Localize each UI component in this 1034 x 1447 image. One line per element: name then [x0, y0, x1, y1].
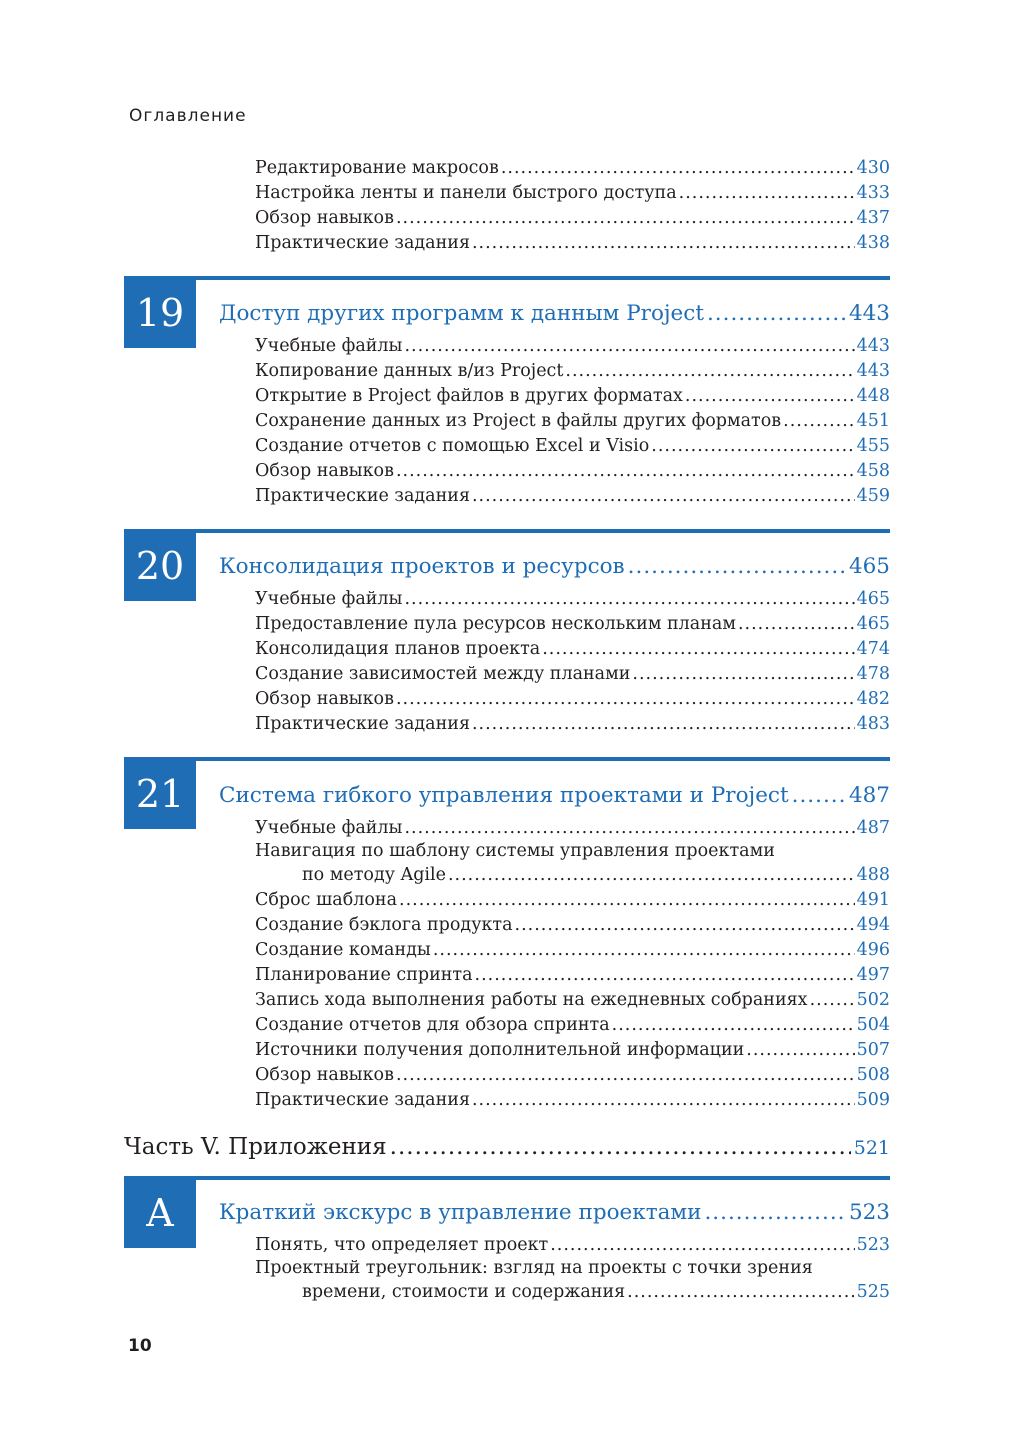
chapter-title-text: Доступ других программ к данным Project — [219, 301, 704, 326]
toc-entry-title: Практические задания — [255, 233, 470, 253]
toc-entry[interactable] — [255, 484, 890, 509]
chapter-rule — [124, 1176, 890, 1180]
toc-entry-page: 482 — [856, 689, 890, 709]
toc-entry[interactable] — [255, 612, 890, 637]
toc-entry[interactable] — [255, 156, 890, 181]
leader-dots — [433, 938, 855, 963]
toc-entry-title: Создание зависимостей между планами — [255, 664, 631, 684]
toc-entry-page: 525 — [856, 1282, 890, 1302]
chapter-number-box: 19 — [124, 278, 196, 348]
leader-dots — [472, 231, 855, 256]
toc-entry[interactable] — [255, 181, 890, 206]
leader-dots — [404, 334, 854, 359]
toc-entry-page: 496 — [856, 940, 890, 960]
leader-dots — [651, 434, 854, 459]
leader-dots — [565, 359, 854, 384]
toc-entry-title: Сохранение данных из Project в файлы других форматов — [255, 411, 782, 431]
toc-entry-page: 507 — [856, 1040, 890, 1060]
chapter-page: 465 — [848, 554, 890, 579]
toc-entry-page: 488 — [856, 865, 890, 885]
leader-dots — [396, 687, 855, 712]
leader-dots — [475, 963, 855, 988]
leader-dots — [550, 1233, 854, 1258]
toc-entry[interactable] — [255, 1233, 890, 1258]
toc-entry[interactable] — [302, 863, 890, 888]
leader-dots — [792, 781, 846, 811]
toc-entry-title: Создание отчетов с помощью Excel и Visio — [255, 436, 650, 456]
toc-entry-title-line1[interactable]: Проектный треугольник: взгляд на проекты с точки зрения — [255, 1258, 813, 1278]
part-page: 521 — [853, 1137, 890, 1159]
leader-dots — [679, 181, 855, 206]
toc-entry-title: Копирование данных в/из Project — [255, 361, 564, 381]
toc-entry-page: 523 — [856, 1235, 890, 1255]
chapter-number-box: A — [124, 1178, 196, 1248]
toc-entry[interactable] — [255, 384, 890, 409]
toc-entry-title: Обзор навыков — [255, 1065, 394, 1085]
chapter-title-text: Система гибкого управления проектами и Project — [219, 783, 789, 808]
leader-dots — [396, 1063, 855, 1088]
toc-entry-title: Источники получения дополнительной информации — [255, 1040, 745, 1060]
toc-entry-page: 438 — [856, 233, 890, 253]
toc-entry[interactable] — [255, 963, 890, 988]
chapter-title[interactable] — [219, 781, 890, 811]
chapter-number-box: 20 — [124, 531, 196, 601]
toc-entry-title: Сброс шаблона — [255, 890, 398, 910]
toc-entry-page: 465 — [856, 614, 890, 634]
toc-entry-title-line1[interactable]: Навигация по шаблону системы управления проектами — [255, 841, 775, 861]
chapter-title[interactable] — [219, 1198, 890, 1228]
toc-entry-page: 478 — [856, 664, 890, 684]
toc-entry-title: Открытие в Project файлов в других форматах — [255, 386, 683, 406]
leader-dots — [448, 863, 855, 888]
leader-dots — [685, 384, 855, 409]
toc-entry-title: Редактирование макросов — [255, 158, 499, 178]
toc-entry[interactable] — [255, 637, 890, 662]
toc-entry-page: 443 — [856, 361, 890, 381]
toc-entry-title: Учебные файлы — [255, 336, 403, 356]
leader-dots — [707, 299, 846, 329]
chapter-title-text: Консолидация проектов и ресурсов — [219, 554, 625, 579]
toc-entry-page: 437 — [856, 208, 890, 228]
toc-entry-title: Запись хода выполнения работы на ежедневных собраниях — [255, 990, 808, 1010]
toc-entry-page: 448 — [856, 386, 890, 406]
chapter-rule — [124, 529, 890, 533]
toc-entry[interactable] — [255, 587, 890, 612]
chapter-title[interactable] — [219, 299, 890, 329]
toc-entry[interactable] — [255, 1088, 890, 1113]
toc-entry-title: Понять, что определяет проект — [255, 1235, 549, 1255]
toc-entry-page: 509 — [856, 1090, 890, 1110]
page-number: 10 — [128, 1336, 152, 1356]
toc-entry[interactable] — [255, 206, 890, 231]
toc-entry-title: Практические задания — [255, 714, 470, 734]
toc-entry-title: Практические задания — [255, 1090, 470, 1110]
toc-entry-page: 497 — [856, 965, 890, 985]
chapter-rule — [124, 757, 890, 761]
chapter-rule — [124, 276, 890, 280]
toc-entry[interactable] — [255, 334, 890, 359]
toc-entry-title: Обзор навыков — [255, 461, 394, 481]
toc-entry-title: Обзор навыков — [255, 689, 394, 709]
chapter-number-box: 21 — [124, 759, 196, 829]
leader-dots — [404, 587, 854, 612]
toc-entry-title: Создание бэклога продукта — [255, 915, 513, 935]
chapter-page: 523 — [848, 1200, 890, 1225]
toc-entry[interactable] — [255, 1063, 890, 1088]
chapter-title-text: Краткий экскурс в управление проектами — [219, 1200, 702, 1225]
toc-entry-title: Создание отчетов для обзора спринта — [255, 1015, 610, 1035]
leader-dots — [515, 913, 855, 938]
toc-entry[interactable] — [255, 359, 890, 384]
leader-dots — [396, 206, 855, 231]
toc-entry[interactable] — [255, 459, 890, 484]
leader-dots — [404, 816, 854, 841]
chapter-page: 487 — [848, 783, 890, 808]
chapter-page: 443 — [848, 301, 890, 326]
running-head: Оглавление — [129, 106, 247, 126]
leader-dots — [390, 1131, 851, 1163]
leader-dots — [396, 459, 855, 484]
toc-entry[interactable] — [255, 231, 890, 256]
toc-entry-page: 459 — [856, 486, 890, 506]
leader-dots — [399, 888, 855, 913]
leader-dots — [704, 1198, 845, 1228]
toc-entry-title: Учебные файлы — [255, 589, 403, 609]
toc-entry-title: Настройка ленты и панели быстрого доступа — [255, 183, 677, 203]
leader-dots — [810, 988, 855, 1013]
toc-entry[interactable] — [255, 888, 890, 913]
toc-entry[interactable] — [255, 1038, 890, 1063]
toc-entry-title: Обзор навыков — [255, 208, 394, 228]
toc-entry[interactable] — [255, 988, 890, 1013]
toc-entry-page: 474 — [856, 639, 890, 659]
toc-entry-page: 508 — [856, 1065, 890, 1085]
toc-entry[interactable] — [255, 816, 890, 841]
toc-entry[interactable] — [302, 1280, 890, 1305]
toc-entry-title: Практические задания — [255, 486, 470, 506]
toc-entry-title: Консолидация планов проекта — [255, 639, 541, 659]
toc-entry[interactable] — [255, 938, 890, 963]
toc-entry-page: 451 — [856, 411, 890, 431]
toc-entry-page: 455 — [856, 436, 890, 456]
leader-dots — [628, 552, 846, 582]
toc-entry-page: 443 — [856, 336, 890, 356]
leader-dots — [746, 1038, 854, 1063]
toc-entry[interactable] — [255, 409, 890, 434]
leader-dots — [472, 1088, 855, 1113]
toc-entry[interactable] — [255, 434, 890, 459]
toc-entry-page: 458 — [856, 461, 890, 481]
toc-entry-title: Планирование спринта — [255, 965, 473, 985]
leader-dots — [501, 156, 855, 181]
leader-dots — [472, 712, 855, 737]
toc-entry-title: Учебные файлы — [255, 818, 403, 838]
toc-entry-title: Предоставление пула ресурсов нескольким планам — [255, 614, 736, 634]
toc-entry-title: Создание команды — [255, 940, 431, 960]
leader-dots — [627, 1280, 854, 1305]
toc-entry-title-continuation: по методу Agile — [302, 865, 446, 885]
part-title[interactable] — [124, 1131, 890, 1163]
toc-entry-page: 502 — [856, 990, 890, 1010]
toc-entry-page: 433 — [856, 183, 890, 203]
leader-dots — [738, 612, 855, 637]
leader-dots — [612, 1013, 855, 1038]
toc-entry-page: 491 — [856, 890, 890, 910]
leader-dots — [632, 662, 854, 687]
toc-entry[interactable] — [255, 662, 890, 687]
chapter-title[interactable] — [219, 552, 890, 582]
toc-entry-page: 487 — [856, 818, 890, 838]
leader-dots — [472, 484, 855, 509]
part-title-text: Часть V. Приложения — [124, 1134, 387, 1160]
toc-entry[interactable] — [255, 687, 890, 712]
toc-entry-title-continuation: времени, стоимости и содержания — [302, 1282, 626, 1302]
toc-entry[interactable] — [255, 1013, 890, 1038]
leader-dots — [783, 409, 854, 434]
toc-entry[interactable] — [255, 913, 890, 938]
leader-dots — [542, 637, 854, 662]
toc-entry-page: 465 — [856, 589, 890, 609]
toc-entry-page: 494 — [856, 915, 890, 935]
toc-entry-page: 483 — [856, 714, 890, 734]
toc-entry-page: 430 — [856, 158, 890, 178]
toc-entry[interactable] — [255, 712, 890, 737]
toc-entry-page: 504 — [856, 1015, 890, 1035]
